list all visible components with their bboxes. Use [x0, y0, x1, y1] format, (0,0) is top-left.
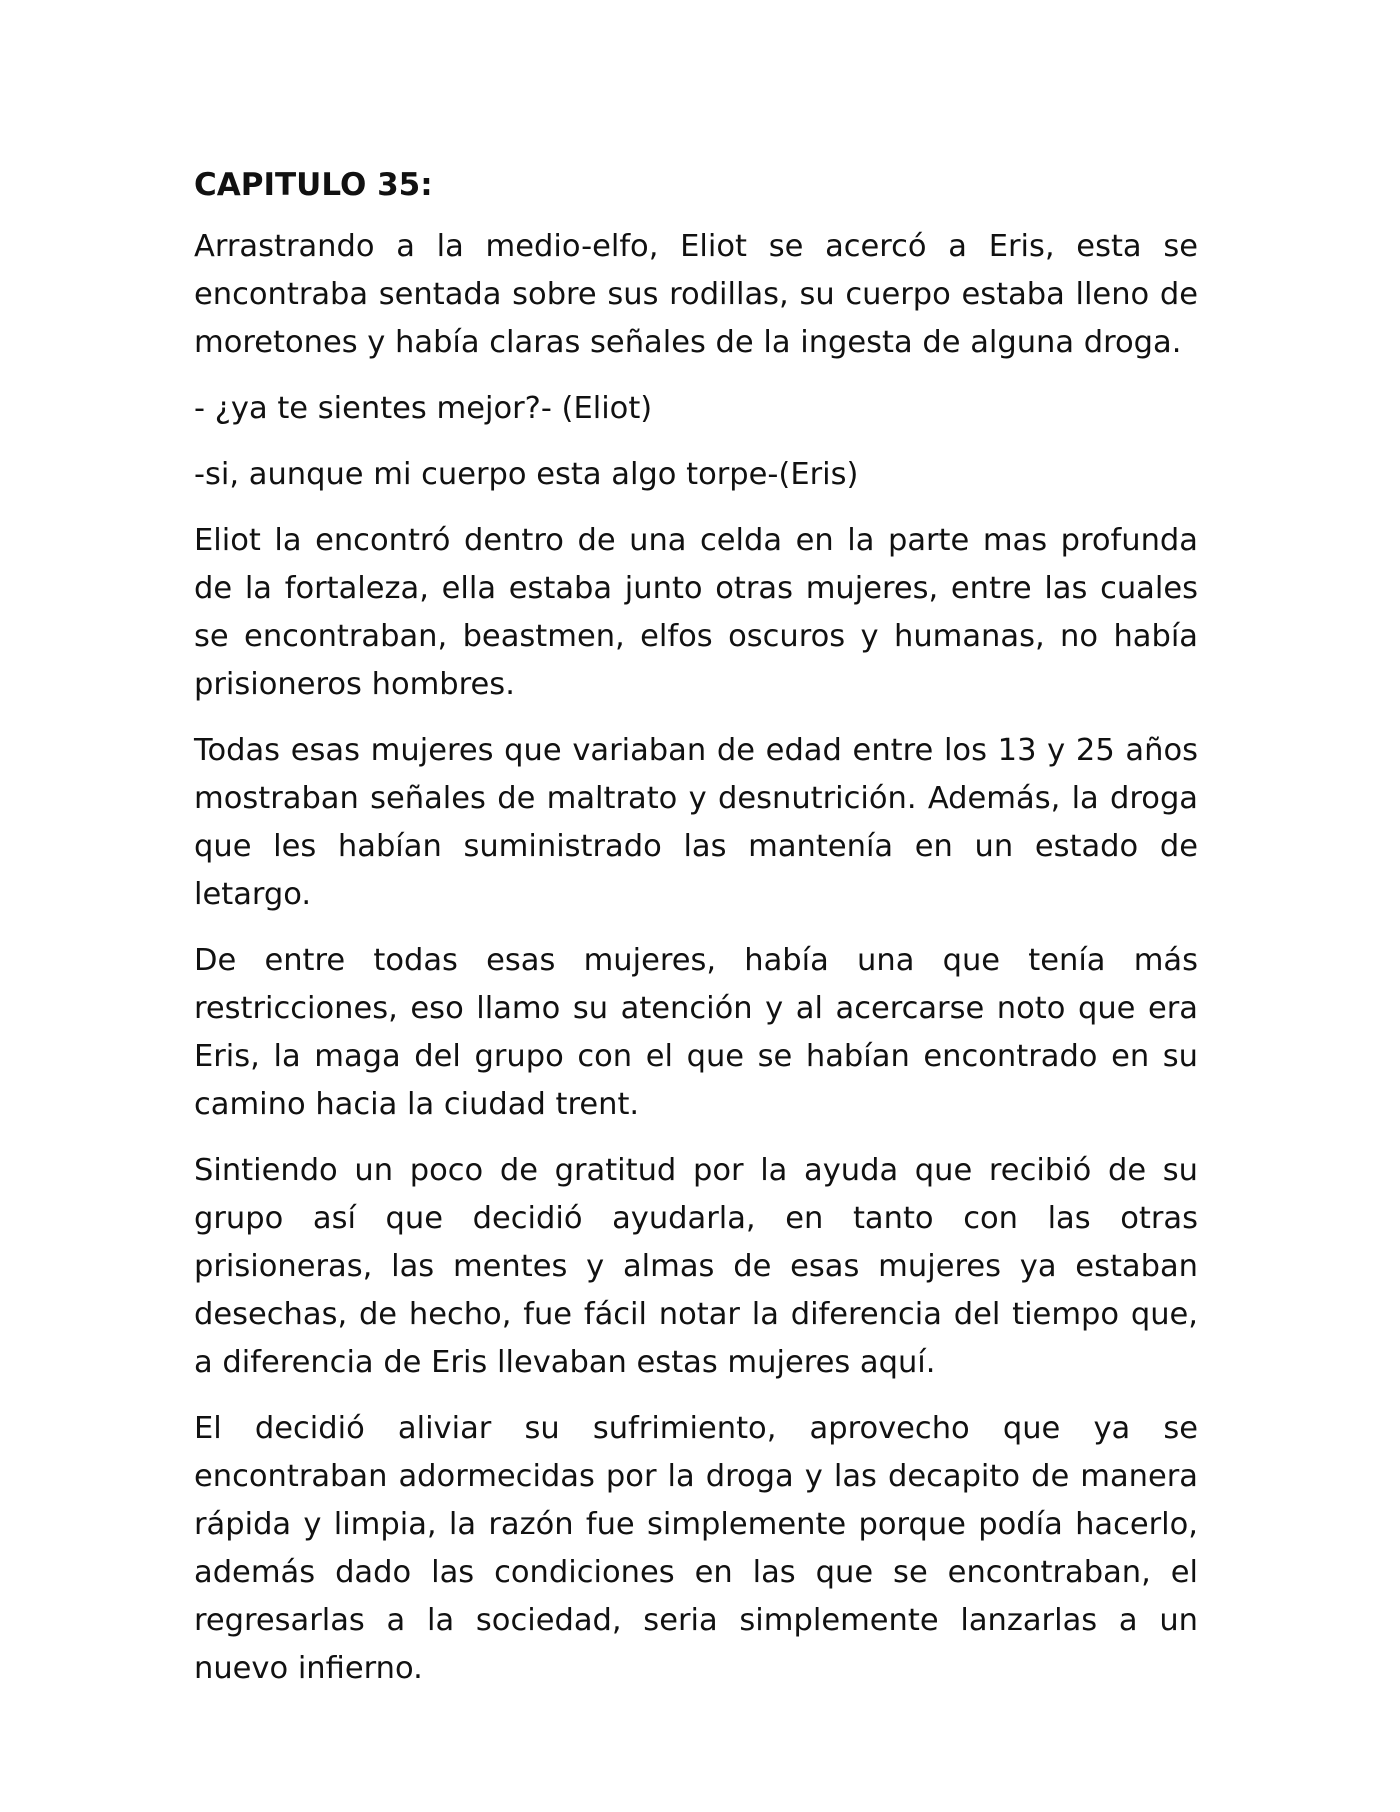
paragraph-8: El decidió aliviar su sufrimiento, aprovecho que ya se encontraban adormecidas por la droga y las decapito de manera rápida y limpia, la razón fue simplemente porque podía hacerlo, además dado las condiciones en las que se encontraban, el regresarlas a la sociedad, seria simplemente lanzarlas a un nuevo infierno.: [194, 1411, 1198, 1686]
paragraph-5: Todas esas mujeres que variaban de edad entre los 13 y 25 años mostraban señales de maltrato y desnutrición. Además, la droga que les habían suministrado las mantenía en un estado de letargo.: [194, 733, 1198, 912]
paragraph-6: De entre todas esas mujeres, había una que tenía más restricciones, eso llamo su atención y al acercarse noto que era Eris, la maga del grupo con el que se habían encontrado en su camino hacia la ciudad trent.: [194, 943, 1198, 1122]
paragraph-4: Eliot la encontró dentro de una celda en la parte mas profunda de la fortaleza, ella estaba junto otras mujeres, entre las cuales se encontraban, beastmen, elfos oscuros y humanas, no había prisioneros hombres.: [194, 523, 1198, 702]
dialogue-eris: -si, aunque mi cuerpo esta algo torpe-(Eris): [194, 457, 859, 492]
dialogue-eliot: - ¿ya te sientes mejor?- (Eliot): [194, 391, 653, 426]
document-page: [194, 164, 1198, 1711]
paragraph-7: Sintiendo un poco de gratitud por la ayuda que recibió de su grupo así que decidió ayudarla, en tanto con las otras prisioneras, las mentes y almas de esas mujeres ya estaban desechas, de hecho, fue fácil notar la diferencia del tiempo que, a diferencia de Eris llevaban estas mujeres aquí.: [194, 1153, 1198, 1380]
chapter-title: CAPITULO 35:: [194, 167, 433, 203]
paragraph-1: Arrastrando a la medio-elfo, Eliot se acercó a Eris, esta se encontraba sentada sobre sus rodillas, su cuerpo estaba lleno de moretones y había claras señales de la ingesta de alguna droga.: [194, 229, 1198, 360]
